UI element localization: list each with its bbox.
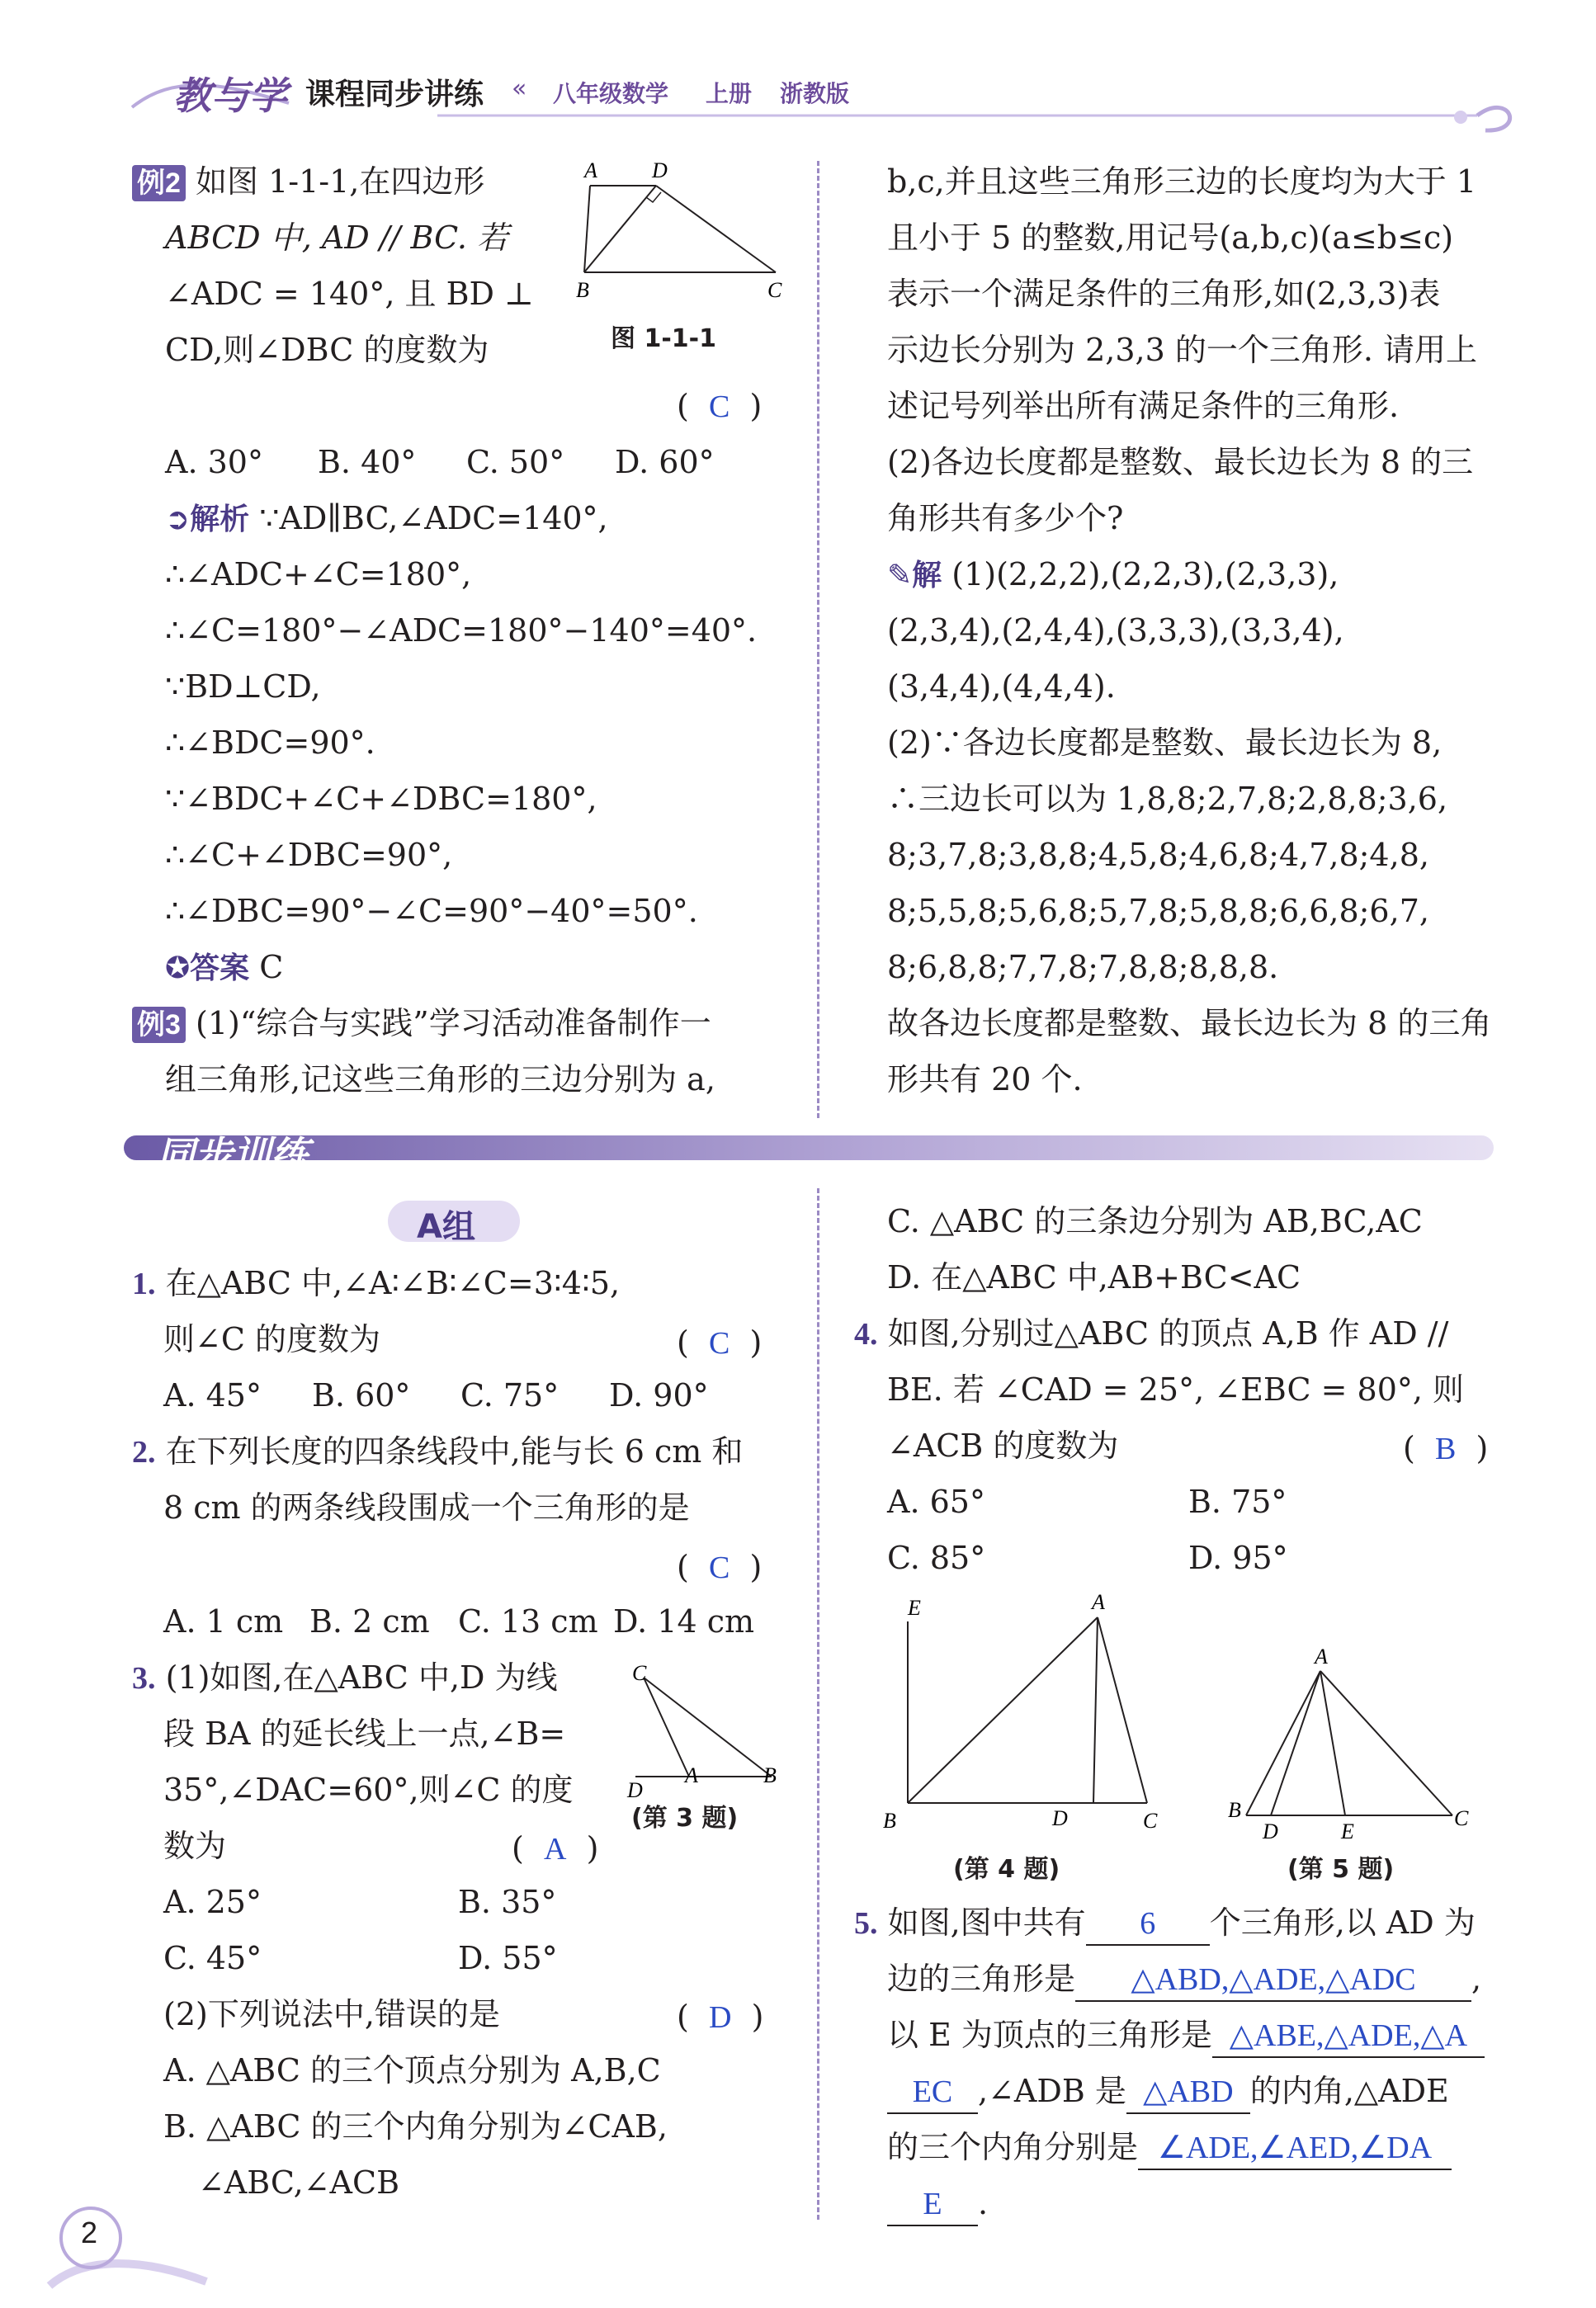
q4-label-E: E (908, 1596, 921, 1620)
analysis-line-8: ∴∠DBC=90°−∠C=90°−40°=50°. (165, 893, 698, 929)
solution-line-5: ∴三边长可以为 1,8,8;2,7,8;2,8,8;3,6, (887, 781, 1448, 817)
edition-label: 浙教版 (780, 80, 850, 107)
q5-blank-count[interactable]: 6 (1086, 1903, 1210, 1946)
example3-text-1: (1)“综合与实践”学习活动准备制作一 (196, 1005, 711, 1041)
example2-line-2: ABCD 中, AD // BC. 若 (165, 219, 509, 256)
solution-line-3: (3,4,4),(4,4,4). (887, 668, 1116, 705)
q3-option2-a: A. △ABC 的三个顶点分别为 A,B,C (163, 2052, 661, 2089)
answer-line (165, 946, 283, 989)
analysis-label: ➲解析 (165, 503, 250, 536)
q3-answer1-paren: ( A ) (512, 1830, 599, 1867)
figure-1-1-1 (569, 157, 792, 314)
q5-text-7: 的内角,△ADE (1249, 2073, 1449, 2109)
q5-line-4 (887, 2070, 1449, 2114)
figure-1-1-1-caption: 图 1-1-1 (611, 324, 716, 353)
solution-label: ✎解 (887, 559, 942, 592)
q4-label-B: B (883, 1809, 896, 1833)
example2-tag: 例2 (132, 165, 186, 201)
solution-line-4: (2)∵各边长度都是整数、最长边长为 8, (887, 724, 1443, 761)
q1-option-a: A. 45° (163, 1377, 262, 1414)
q3-option2-d: D. 在△ABC 中,AB+BC<AC (887, 1259, 1301, 1296)
q3-caption: (第 3 题) (631, 1804, 739, 1833)
q2-answer-paren: ( C ) (677, 1549, 763, 1585)
q3-label-D: D (627, 1778, 643, 1802)
analysis-line-3: ∴∠C=180°−∠ADC=180°−140°=40°. (165, 612, 758, 649)
q5-blank-ade-angles-1[interactable]: ∠ADE,∠AED,∠DA (1138, 2127, 1452, 2170)
fig1-label-A: A (584, 158, 597, 182)
q5-blank-e-vertex-2[interactable]: EC (887, 2071, 978, 2114)
figure-q5 (1213, 1642, 1477, 1844)
q1-number: 1. (132, 1267, 156, 1301)
analysis-line-2: ∴∠ADC+∠C=180°, (165, 556, 472, 592)
section-banner (124, 1124, 1510, 1178)
q3-answer2: D (708, 2000, 732, 2035)
example3-line-2: 组三角形,记这些三角形的三边分别为 a, (165, 1061, 715, 1097)
q5-text-1: 如图,图中共有 (887, 1904, 1086, 1941)
group-a-badge (388, 1201, 520, 1246)
q2-option-a: A. 1 cm (163, 1603, 284, 1640)
example2-line-4: CD,则∠DBC 的度数为 (165, 332, 489, 368)
q3-option1-a: A. 25° (163, 1884, 262, 1920)
fig1-label-B: B (576, 278, 589, 302)
q3-line-4: 数为 (163, 1828, 227, 1864)
header-separator: « (512, 74, 527, 103)
volume-label: 上册 (706, 80, 753, 107)
brand-logo: 教与学 (173, 73, 287, 118)
example3-line-1 (132, 1003, 711, 1044)
q5-blank-e-vertex-1[interactable]: △ABE,△ADE,△A (1212, 2015, 1485, 2058)
column-divider-top (817, 161, 819, 1118)
q5-text-8: 的三个内角分别是 (887, 2129, 1139, 2165)
q5-number: 5. (854, 1906, 878, 1941)
fig1-label-C: C (767, 278, 782, 302)
fig1-label-D: D (652, 158, 668, 182)
example2-answer: C (708, 389, 730, 424)
q4-line-2: BE. 若 ∠CAD = 25°, ∠EBC = 80°, 则 (887, 1371, 1465, 1408)
q4-option-a: A. 65° (887, 1484, 985, 1520)
q5-blank-adb[interactable]: △ABD (1126, 2071, 1250, 2114)
q5-text-5: 以 E 为顶点的三角形是 (887, 2017, 1212, 2053)
q5-caption: (第 5 题) (1287, 1855, 1395, 1884)
q5-line-3 (887, 2014, 1485, 2058)
q4-line-1 (854, 1313, 1448, 1355)
q3-text-1: (1)如图,在△ABC 中,D 为线 (165, 1659, 558, 1696)
solution-text-1: (1)(2,2,2),(2,2,3),(2,3,3), (951, 556, 1339, 592)
solution-line-7: 8;5,5,8;5,6,8;5,7,8;5,8,8;6,6,8;6,7, (887, 893, 1429, 929)
section-title: 同步训练 (157, 1133, 309, 1178)
q4-label-A: A (1092, 1590, 1105, 1614)
q5-line-6 (887, 2183, 988, 2226)
q3-answer2-paren: ( D ) (677, 1999, 764, 2035)
solution-line-8: 8;6,8,8;7,7,8;7,8,8;8,8,8. (887, 949, 1279, 985)
q5-label-E: E (1341, 1819, 1354, 1843)
figure-q3-labels (619, 1762, 784, 1795)
q4-answer-paren: ( B ) (1403, 1430, 1489, 1466)
solution-line-6: 8;3,7,8;3,8,8;4,5,8;4,6,8;4,7,8;4,8, (887, 837, 1429, 873)
q4-answer: B (1434, 1432, 1457, 1466)
q4-label-C: C (1143, 1809, 1158, 1833)
q5-line-2 (887, 1958, 1481, 2002)
q5-line-1 (854, 1902, 1476, 1946)
q1-text-1: 在△ABC 中,∠A∶∠B∶∠C=3∶4∶5, (165, 1265, 621, 1301)
answer-value: C (259, 949, 284, 985)
example2-option-d: D. 60° (615, 444, 715, 480)
q2-option-c: C. 13 cm (458, 1603, 598, 1640)
q3-label-A: A (685, 1763, 698, 1787)
example2-line-1 (132, 161, 484, 202)
q2-line-1 (132, 1431, 743, 1473)
example2-option-a: A. 30° (165, 444, 263, 480)
example2-line-3: ∠ADC = 140°, 且 BD ⊥ (165, 276, 534, 312)
analysis-line-5: ∴∠BDC=90°. (165, 724, 375, 761)
q3-answer1: A (543, 1832, 567, 1867)
analysis-line-7: ∴∠C+∠DBC=90°, (165, 837, 453, 873)
series-title: 课程同步讲练 (305, 78, 484, 111)
q3-option2-c: C. △ABC 的三条边分别为 AB,BC,AC (887, 1203, 1423, 1239)
q4-option-d: D. 95° (1188, 1540, 1288, 1576)
q3-option1-c: C. 45° (163, 1940, 262, 1976)
page-header (124, 58, 1510, 132)
q3-option1-d: D. 55° (458, 1940, 558, 1976)
q4-line-3: ∠ACB 的度数为 (887, 1428, 1119, 1464)
q5-text-6: ,∠ADB 是 (978, 2073, 1126, 2109)
example2-answer-paren: ( C ) (677, 388, 763, 424)
q2-number: 2. (132, 1435, 156, 1470)
q1-option-c: C. 75° (460, 1377, 560, 1414)
grade-label: 八年级数学 (553, 80, 669, 107)
q3-line-2: 段 BA 的延长线上一点,∠B= (163, 1716, 566, 1752)
q5-text-4: , (1471, 1961, 1482, 1997)
solution-line-9: 故各边长度都是整数、最长边长为 8 的三角 (887, 1005, 1492, 1041)
q3-option2-b-cont: ∠ABC,∠ACB (198, 2164, 399, 2201)
example3-tag: 例3 (132, 1007, 186, 1043)
q5-blank-ade-angles-2[interactable]: E (887, 2183, 978, 2226)
q5-blank-ad-triangles[interactable]: △ABD,△ADE,△ADC (1075, 1959, 1471, 2002)
example3-line-4: 且小于 5 的整数,用记号(a,b,c)(a≤b≤c) (887, 219, 1454, 256)
page-number: 2 (81, 2216, 98, 2249)
q5-label-A: A (1315, 1645, 1328, 1668)
example3-line-3: b,c,并且这些三角形三边的长度均为大于 1 (887, 163, 1477, 200)
answer-label: ✪答案 (165, 951, 250, 985)
q4-text-1: 如图,分别过△ABC 的顶点 A,B 作 AD // (887, 1315, 1449, 1352)
figure-q4 (871, 1584, 1184, 1836)
q1-line-1 (132, 1263, 620, 1305)
solution-line-1 (887, 554, 1339, 597)
example3-line-7: 述记号列举出所有满足条件的三角形. (887, 388, 1400, 424)
example3-line-8: (2)各边长度都是整数、最长边长为 8 的三 (887, 444, 1474, 480)
q5-text-2: 个三角形,以 AD 为 (1209, 1904, 1476, 1941)
q5-text-9: . (978, 2185, 989, 2221)
analysis-text-1: ∵AD∥BC,∠ADC=140°, (259, 500, 608, 536)
q3-number: 3. (132, 1661, 156, 1696)
q1-line-2: 则∠C 的度数为 (163, 1321, 380, 1357)
analysis-line-6: ∵∠BDC+∠C+∠DBC=180°, (165, 781, 597, 817)
q5-label-B: B (1228, 1798, 1241, 1822)
q3-option1-b: B. 35° (458, 1884, 557, 1920)
example3-line-6: 示边长分别为 2,3,3 的一个三角形. 请用上 (887, 332, 1478, 368)
q1-option-b: B. 60° (312, 1377, 411, 1414)
analysis-line-1 (165, 498, 608, 540)
example2-option-b: B. 40° (318, 444, 417, 480)
column-divider-bottom (817, 1188, 819, 2220)
q4-caption: (第 4 题) (953, 1855, 1060, 1884)
section-banner-bar (124, 1135, 1494, 1160)
q4-option-b: B. 75° (1188, 1484, 1287, 1520)
example3-line-5: 表示一个满足条件的三角形,如(2,3,3)表 (887, 276, 1441, 312)
q3-option2-b: B. △ABC 的三个内角分别为∠CAB, (163, 2108, 668, 2145)
q5-label-C: C (1454, 1806, 1469, 1830)
q5-line-5 (887, 2126, 1452, 2170)
q2-option-d: D. 14 cm (613, 1603, 755, 1640)
example3-line-9: 角形共有多少个? (887, 500, 1124, 536)
q2-text-1: 在下列长度的四条线段中,能与长 6 cm 和 (165, 1433, 744, 1470)
q4-option-c: C. 85° (887, 1540, 986, 1576)
q2-answer: C (708, 1550, 730, 1585)
q1-answer-paren: ( C ) (677, 1324, 763, 1361)
q4-number: 4. (854, 1317, 878, 1352)
q3-line-3: 35°,∠DAC=60°,则∠C 的度 (163, 1772, 574, 1808)
group-a-label: A组 (417, 1208, 475, 1246)
q1-option-d: D. 90° (609, 1377, 709, 1414)
example2-option-c: C. 50° (466, 444, 565, 480)
q3-part2: (2)下列说法中,错误的是 (163, 1996, 500, 2032)
q3-line-1 (132, 1657, 558, 1699)
q2-option-b: B. 2 cm (309, 1603, 430, 1640)
q3-label-C: C (632, 1661, 647, 1685)
footer-decoration (33, 2178, 215, 2302)
analysis-line-4: ∵BD⊥CD, (165, 668, 321, 705)
q5-label-D: D (1263, 1819, 1278, 1843)
solution-line-10: 形共有 20 个. (887, 1061, 1083, 1097)
q1-answer: C (708, 1326, 730, 1361)
q5-text-3: 边的三角形是 (887, 1961, 1076, 1997)
q4-label-D: D (1052, 1806, 1068, 1830)
q3-label-B: B (763, 1763, 777, 1787)
solution-line-2: (2,3,4),(2,4,4),(3,3,3),(3,3,4), (887, 612, 1344, 649)
example2-text: 如图 1-1-1,在四边形 (196, 163, 485, 200)
q2-line-2: 8 cm 的两条线段围成一个三角形的是 (163, 1489, 690, 1526)
